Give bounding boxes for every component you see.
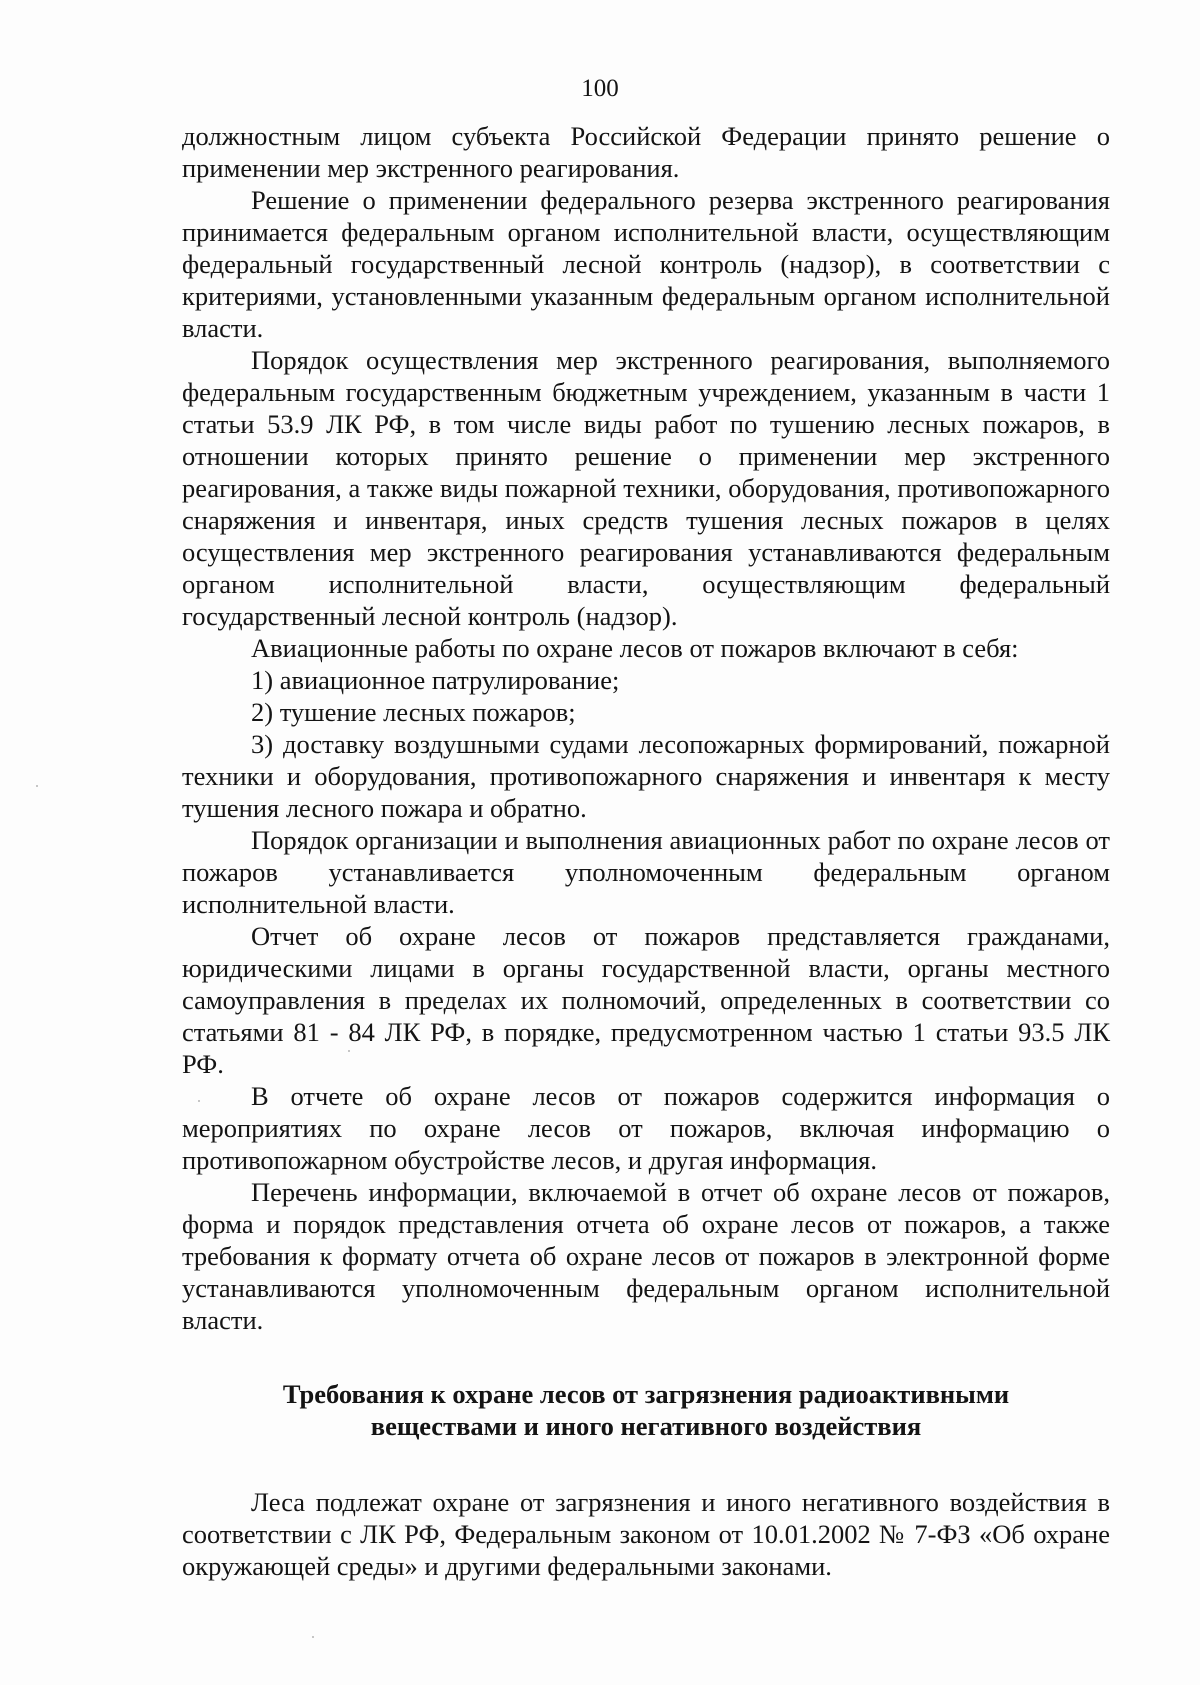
paragraph-emergency-measures-procedure: Порядок осуществления мер экстренного реагирования, выполняемого федеральным государственным бюджетным учреждением, указанным в части 1 статьи 53.9 ЛК РФ, в том числе виды работ по тушению лесных пожаров, в отношении которых принято решение о применении мер экстренного реагирования, а также виды пожарной техники, оборудования, противопожарного снаряжения и инвентаря, иных средств тушения лесных пожаров в целях осуществления мер экстренного реагирования устанавливаются федеральным органом исполнительной власти, осуществляющим федеральный государственный лесной контроль (надзор). xyxy=(182,345,1110,631)
paragraph-federal-reserve-decision: Решение о применении федерального резерва экстренного реагирования принимается федеральным органом исполнительной власти, осуществляющим федеральный государственный лесной контроль (надзор), в соответствии с критериями, установленными указанным федеральным органом исполнительной власти. xyxy=(182,185,1110,343)
document-body xyxy=(182,120,1110,1582)
scan-speck xyxy=(198,1100,200,1102)
paragraph-report-contents: В отчете об охране лесов от пожаров содержится информация о мероприятиях по охране лесов от пожаров, включая информацию о противопожарном обустройстве лесов, и другая информация. xyxy=(182,1081,1110,1175)
paragraph-fire-protection-report: Отчет об охране лесов от пожаров представляется гражданами, юридическими лицами в органы государственной власти, органы местного самоуправления в пределах их полномочий, определенных в соответствии со статьями 81 - 84 ЛК РФ, в порядке, предусмотренном частью 1 статьи 93.5 ЛК РФ. xyxy=(182,921,1110,1079)
list-item-fire-extinguishing: 2) тушение лесных пожаров; xyxy=(251,697,576,727)
list-item-delivery: 3) доставку воздушными судами лесопожарных формирований, пожарной техники и оборудования, противопожарного снаряжения и инвентаря к месту тушения лесного пожара и обратно. xyxy=(182,729,1110,823)
paragraph-aviation-works-procedure: Порядок организации и выполнения авиационных работ по охране лесов от пожаров устанавливается уполномоченным федеральным органом исполнительной власти. xyxy=(182,825,1110,919)
scan-speck xyxy=(348,1050,350,1052)
scan-speck xyxy=(36,785,38,787)
scan-speck xyxy=(312,1636,314,1638)
paragraph-pollution-protection: Леса подлежат охране от загрязнения и иного негативного воздействия в соответствии с ЛК РФ, Федеральным законом от 10.01.2002 № 7-ФЗ «Об охране окружающей среды» и другими федеральными законами. xyxy=(182,1487,1110,1581)
paragraph-aviation-works-intro: Авиационные работы по охране лесов от пожаров включают в себя: xyxy=(251,633,1019,663)
page-number: 100 xyxy=(581,75,619,102)
section-heading: Требования к охране лесов от загрязнения радиоактивными веществами и иного негативного воздействия xyxy=(282,1379,1010,1441)
paragraph-continuation: должностным лицом субъекта Российской Федерации принято решение о применении мер экстренного реагирования. xyxy=(182,121,1110,183)
list-item-aviation-patrol: 1) авиационное патрулирование; xyxy=(251,665,620,695)
paragraph-report-format: Перечень информации, включаемой в отчет об охране лесов от пожаров, форма и порядок представления отчета об охране лесов от пожаров, а также требования к формату отчета об охране лесов от пожаров в электронной форме устанавливаются уполномоченным федеральным органом исполнительной власти. xyxy=(182,1177,1110,1335)
